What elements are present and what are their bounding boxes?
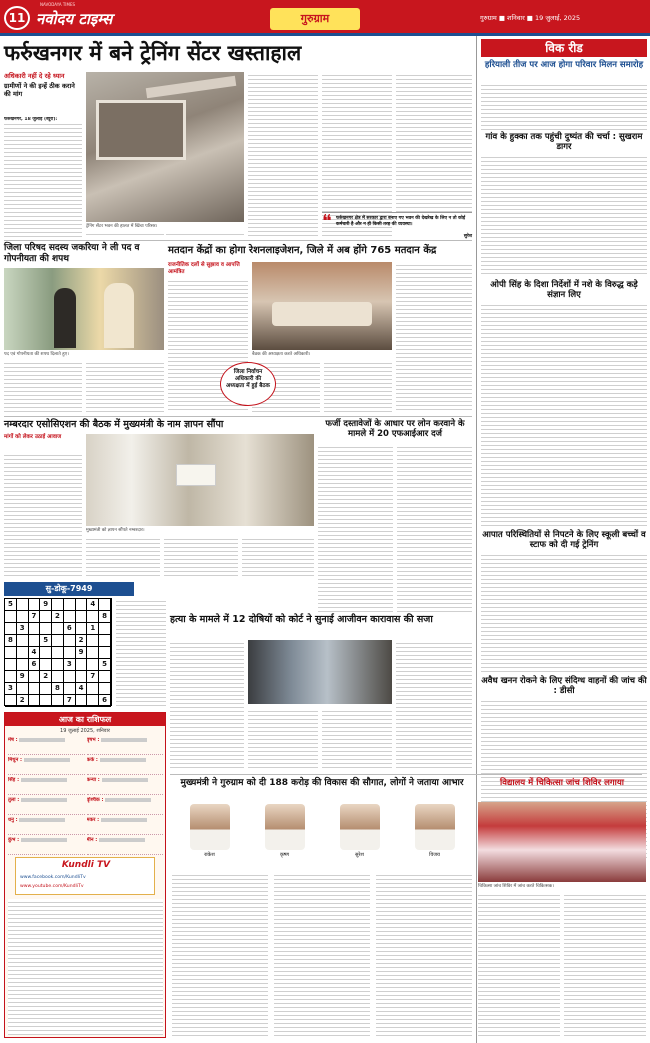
sudoku-cell[interactable]: 2: [40, 671, 52, 683]
story1-headline: हरियाली तीज पर आज होगा परिवार मिलन समारोह: [484, 60, 644, 70]
sudoku-cell[interactable]: 3: [64, 659, 76, 671]
sudoku-cell[interactable]: 8: [99, 611, 111, 623]
portrait-name: राकेश: [204, 852, 215, 858]
nambardar-body-3: [164, 536, 238, 576]
logo-tagline: NAVODAYA TIMES: [40, 2, 76, 7]
person-shape: [54, 288, 76, 348]
murder-body-4: [396, 640, 472, 770]
sudoku-cell[interactable]: 7: [64, 695, 76, 707]
avatar: [265, 804, 305, 850]
sudoku-cell[interactable]: 8: [5, 635, 17, 647]
rashifal-title: आज का राशिफल: [5, 713, 165, 726]
sudoku-cell[interactable]: [40, 611, 52, 623]
sudoku-cell[interactable]: [5, 695, 17, 707]
school-photo: [478, 802, 646, 882]
rashi-text-lines: [24, 758, 70, 762]
sudoku-cell[interactable]: [5, 659, 17, 671]
roof-shape: [146, 76, 237, 98]
voter-callout: [220, 362, 276, 406]
sudoku-cell[interactable]: [76, 611, 88, 623]
rashifal-box: [4, 712, 166, 1038]
rashi-item: वृषभ :: [87, 737, 164, 755]
sudoku-cell[interactable]: [52, 659, 64, 671]
rashi-item: तुला :: [8, 797, 85, 815]
sudoku-cell[interactable]: [29, 635, 41, 647]
rashi-text-lines: [105, 798, 151, 802]
sudoku-cell[interactable]: [5, 671, 17, 683]
sudoku-cell[interactable]: 6: [64, 623, 76, 635]
voter-caption: बैठक की अध्यक्षता करते अधिकारी।: [252, 352, 311, 357]
sudoku-cell[interactable]: 9: [76, 647, 88, 659]
school-caption: चिकित्सा जांच शिविर में जांच करते चिकित्सक।: [478, 884, 554, 889]
sudoku-cell[interactable]: [76, 695, 88, 707]
story3-headline: ओपी सिंह के दिशा निर्देशों में नशे के विरुद्ध कड़े संज्ञान लिए: [490, 280, 638, 300]
rashi-text-lines: [21, 798, 67, 802]
voter-body-4: [396, 262, 472, 412]
cm-body-3: [376, 872, 472, 1038]
rashi-item: मीन :: [87, 837, 164, 855]
sudoku-cell[interactable]: 5: [99, 659, 111, 671]
nambardar-headline: नम्बरदार एसोसिएशन की बैठक में मुख्यमंत्री के नाम ज्ञापन सौंपा: [4, 419, 224, 430]
cm-body-2: [274, 872, 370, 1038]
sudoku-cell[interactable]: 1: [87, 623, 99, 635]
sudoku-cell[interactable]: [40, 623, 52, 635]
sudoku-cell[interactable]: 4: [87, 599, 99, 611]
rashi-item: मकर :: [87, 817, 164, 835]
sudoku-cell[interactable]: 4: [29, 647, 41, 659]
lead-kicker-2: ग्रामीणों ने की इन्हें ठीक कराने की मांग: [4, 82, 75, 98]
sudoku-cell[interactable]: [87, 695, 99, 707]
story3-body: [481, 302, 647, 526]
rashi-item: धनु :: [8, 817, 85, 835]
rashi-text-lines: [99, 838, 145, 842]
story2-headline: गांव के हुक्का तक पहुंची दुष्यंत की चर्चा : सुखराम डागर: [485, 132, 643, 152]
lead-photo: [86, 72, 244, 222]
lead-dateline: फर्रुखनगर, 18 जुलाई (ब्यूरो):: [4, 117, 82, 123]
school-headline: विद्यालय में चिकित्सा जांच शिविर लगाया: [500, 778, 624, 788]
sudoku-cell[interactable]: 2: [76, 635, 88, 647]
nambardar-photo: [86, 434, 314, 526]
nambardar-caption: मुख्यमंत्री को ज्ञापन सौंपते नम्बरदार।: [86, 528, 145, 533]
sudoku-cell[interactable]: 4: [76, 683, 88, 695]
sudoku-cell[interactable]: [52, 599, 64, 611]
quote-mark-icon: ❝: [322, 211, 332, 232]
memorandum-shape: [176, 464, 216, 486]
sudoku-cell[interactable]: [52, 695, 64, 707]
sudoku-cell[interactable]: 7: [29, 611, 41, 623]
sudoku-cell[interactable]: [5, 611, 17, 623]
kundli-facebook[interactable]: www.facebook.com/KundliTv: [20, 875, 86, 880]
voter-callout-text: जिला निर्वाचन अधिकारी की अध्यक्षता में हुई बैठक: [226, 369, 270, 389]
sudoku-cell[interactable]: [87, 611, 99, 623]
sudoku-cell[interactable]: [5, 623, 17, 635]
zila-photo: [4, 268, 164, 350]
zila-body-2: [86, 360, 164, 412]
voter-body-3: [324, 360, 392, 412]
rashi-item: कुंभ :: [8, 837, 85, 855]
sudoku-cell[interactable]: [52, 647, 64, 659]
quote-name: सुरेश: [463, 234, 472, 239]
portrait-name: सुरेश: [355, 852, 364, 858]
lead-body-1: [4, 117, 82, 237]
sudoku-cell[interactable]: [5, 647, 17, 659]
city-badge: गुरुग्राम: [270, 8, 360, 30]
sudoku-cell[interactable]: 5: [40, 635, 52, 647]
quote-text: फर्रुखनगर क्षेत्र में सरकार द्वारा बनाए गए भवन की देखरेख के लिए न तो कोई कर्मचारी है और न ही किसी तरह की व्यवस्था।: [336, 216, 466, 227]
sudoku-cell[interactable]: 3: [5, 683, 17, 695]
sudoku-cell[interactable]: [29, 623, 41, 635]
sudoku-cell[interactable]: [76, 671, 88, 683]
sudoku-cell[interactable]: [64, 647, 76, 659]
sudoku-cell[interactable]: [76, 659, 88, 671]
rashi-item: कर्क :: [87, 757, 164, 775]
sudoku-cell[interactable]: [17, 611, 29, 623]
sudoku-cell[interactable]: 3: [17, 623, 29, 635]
rashi-text-lines: [102, 778, 148, 782]
lead-body-4: [248, 72, 318, 237]
school-body-2: [564, 892, 646, 1038]
sudoku-cell[interactable]: [76, 623, 88, 635]
edition-date: गुरुग्राम ■ शनिवार ■ 19 जुलाई, 2025: [480, 14, 581, 22]
rashi-item: मिथुन :: [8, 757, 85, 775]
voter-photo: [252, 262, 392, 350]
rashi-text-lines: [21, 838, 67, 842]
sudoku-cell[interactable]: [99, 671, 111, 683]
sudoku-cell[interactable]: [29, 671, 41, 683]
week-read-banner: विक रीड: [481, 39, 647, 57]
rashi-item: कन्या :: [87, 777, 164, 795]
sudoku-instructions: [116, 598, 166, 706]
rashifal-subtitle: 19 जुलाई 2025, शनिवार: [60, 728, 110, 734]
sudoku-cell[interactable]: [52, 671, 64, 683]
lead-headline-text: फर्रुखनगर में बने ट्रेनिंग सेंटर खस्ताहाल: [4, 41, 302, 65]
sudoku-cell[interactable]: 2: [17, 695, 29, 707]
avatar: [190, 804, 230, 850]
building-shape: [96, 100, 186, 160]
sudoku-cell[interactable]: [17, 647, 29, 659]
portrait: [259, 804, 311, 864]
sudoku-cell[interactable]: [40, 659, 52, 671]
sudoku-cell[interactable]: [17, 683, 29, 695]
sudoku-cell[interactable]: [99, 623, 111, 635]
divider: [4, 416, 472, 417]
kundli-ad[interactable]: [15, 857, 155, 895]
kundli-logo: Kundli TV: [61, 860, 111, 870]
zila-body-1: [4, 360, 82, 412]
murder-photo: [248, 640, 392, 704]
rashi-item: सिंह :: [8, 777, 85, 795]
sudoku-cell[interactable]: [64, 635, 76, 647]
cm-portraits: [172, 804, 472, 864]
sudoku-cell[interactable]: [99, 635, 111, 647]
rashi-text-lines: [100, 758, 146, 762]
lead-photo-caption: ट्रेनिंग सेंटर भवन की हालत में खिंचा परिसर।: [86, 224, 158, 229]
cm-headline: मुख्यमंत्री ने गुरुग्राम को दी 188 करोड़ की विकास की सौगात, लोगों ने जताया आभार: [180, 778, 464, 788]
sudoku-cell[interactable]: [17, 635, 29, 647]
portrait-name: विजय: [429, 852, 440, 858]
page-number: 11: [4, 6, 30, 30]
sudoku-cell[interactable]: [64, 671, 76, 683]
sudoku-cell[interactable]: 8: [52, 683, 64, 695]
divider: [170, 774, 642, 775]
sudoku-cell[interactable]: 9: [40, 599, 52, 611]
nambardar-body-1: [4, 452, 82, 576]
rashi-text-lines: [101, 818, 147, 822]
sudoku-cell[interactable]: 9: [17, 671, 29, 683]
portrait: [409, 804, 461, 864]
story4-body: [481, 552, 647, 672]
sudoku-cell[interactable]: [87, 647, 99, 659]
story2-body: [481, 154, 647, 276]
rashifal-grid: [8, 737, 163, 855]
story4-headline: आपात परिस्थितियों से निपटने के लिए स्कूली बच्चों व स्टाफ को दी गई ट्रेनिंग: [482, 530, 646, 550]
avatar: [415, 804, 455, 850]
lead-headline: [4, 40, 472, 66]
story5-headline: अवैध खनन रोकने के लिए संदिग्ध वाहनों की जांच की : डीसी: [481, 676, 647, 696]
kundli-youtube[interactable]: www.youtube.com/KundliTv: [20, 884, 84, 889]
fir-headline: फर्जी दस्तावेजों के आधार पर लोन करवाने के मामले में 20 एफआईआर दर्ज: [325, 419, 465, 439]
sudoku-cell[interactable]: [40, 695, 52, 707]
lead-body-2: [86, 231, 164, 237]
rashifal-text: [8, 899, 163, 1035]
sudoku-cell[interactable]: [17, 659, 29, 671]
fir-body-1: [318, 444, 393, 612]
fir-body-2: [397, 444, 472, 612]
divider: [4, 240, 472, 241]
sudoku-cell[interactable]: [52, 623, 64, 635]
sudoku-cell[interactable]: [64, 683, 76, 695]
rashi-text-lines: [21, 778, 67, 782]
portrait: [334, 804, 386, 864]
sudoku-cell[interactable]: [64, 611, 76, 623]
sudoku-cell[interactable]: [87, 635, 99, 647]
person-shape: [104, 283, 134, 348]
sudoku-cell[interactable]: [99, 599, 111, 611]
cm-body-1: [172, 872, 268, 1038]
sudoku-cell[interactable]: 2: [52, 611, 64, 623]
portrait: [184, 804, 236, 864]
sudoku-cell[interactable]: [40, 683, 52, 695]
sudoku-cell[interactable]: 5: [5, 599, 17, 611]
rashi-item: वृश्चिक :: [87, 797, 164, 815]
pull-quote: [322, 212, 472, 238]
sudoku-cell[interactable]: 6: [29, 659, 41, 671]
sudoku-cell[interactable]: 6: [99, 695, 111, 707]
lead-kicker-1: अधिकारी नहीं दे रहे ध्यान: [4, 72, 65, 80]
sudoku-cell[interactable]: [52, 635, 64, 647]
zila-caption: पद एवं गोपनीयता की शपथ दिलाते हुए।: [4, 352, 69, 357]
nambardar-body-2: [86, 536, 160, 576]
rashi-item: मेष :: [8, 737, 85, 755]
table-shape: [272, 302, 372, 326]
sudoku-cell[interactable]: [76, 599, 88, 611]
newspaper-logo[interactable]: नवोदय टाइम्स: [36, 10, 113, 28]
rashi-text-lines: [19, 818, 65, 822]
school-body-1: [478, 892, 560, 1038]
sudoku-cell[interactable]: [40, 647, 52, 659]
murder-body-2: [248, 708, 318, 770]
voter-kicker: राजनीतिक दलों से सुझाव व आपत्ति आमंत्रित: [168, 262, 240, 275]
lead-body-6: [396, 72, 472, 212]
lead-body-3: [166, 231, 244, 237]
sudoku-cell[interactable]: [99, 683, 111, 695]
masthead: [0, 0, 650, 36]
sudoku-title: सु-डोकू-7949: [4, 582, 134, 596]
voter-headline: मतदान केंद्रों का होगा रेशनलाइजेशन, जिले में अब होंगे 765 मतदान केंद्र: [168, 245, 437, 256]
sudoku-cell[interactable]: [87, 683, 99, 695]
sudoku-cell[interactable]: [29, 599, 41, 611]
sudoku-cell[interactable]: [29, 683, 41, 695]
avatar: [340, 804, 380, 850]
portrait-name: कृष्ण: [279, 852, 290, 858]
sudoku-cell[interactable]: 7: [87, 671, 99, 683]
zila-headline: जिला परिषद सदस्य जकरिया ने ली पद व गोपनीयता की शपथ: [4, 243, 140, 264]
murder-body-3: [322, 708, 392, 770]
murder-body-1: [170, 640, 244, 770]
rashi-text-lines: [101, 738, 147, 742]
nambardar-body-4: [242, 536, 314, 576]
sudoku-cell[interactable]: [17, 599, 29, 611]
rashi-text-lines: [19, 738, 65, 742]
sudoku-cell[interactable]: [64, 599, 76, 611]
sudoku-cell[interactable]: [29, 695, 41, 707]
story1-body: [481, 82, 647, 130]
sudoku-cell[interactable]: [99, 647, 111, 659]
sudoku-grid[interactable]: [4, 598, 112, 706]
sudoku-cell[interactable]: [87, 659, 99, 671]
nambardar-kicker: मांगों को लेकर उठाई आवाज: [4, 434, 62, 440]
murder-headline: हत्या के मामले में 12 दोषियों को कोर्ट ने सुनाई आजीवन कारावास की सजा: [170, 614, 433, 625]
